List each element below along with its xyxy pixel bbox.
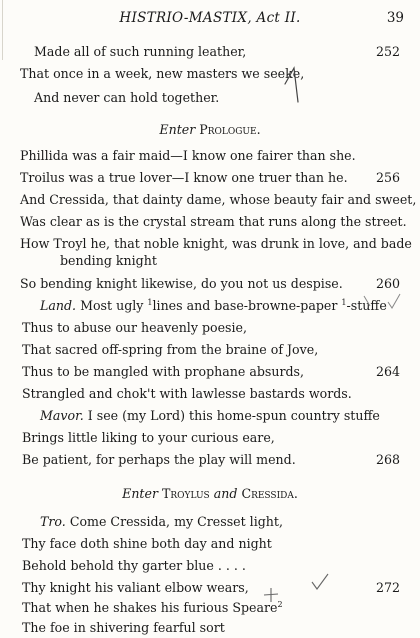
verse-line: That once in a week, new masters we seeke,	[20, 66, 305, 81]
line-number: 260	[375, 276, 400, 291]
verse-line: How Troyl he, that noble knight, was drunk in love, and bade	[20, 236, 412, 251]
verse-line: Thus to be mangled with prophane absurds, 264	[0, 362, 420, 382]
line-number: 272	[375, 580, 400, 595]
verse-line: Strangled and chok't with lawlesse bastards words.	[22, 386, 352, 401]
pencil-check-mark	[310, 572, 330, 592]
verse-line: Thy knight his valiant elbow wears, 272	[0, 578, 420, 598]
verse-line: Be patient, for perhaps the play will mend. 268	[0, 450, 420, 470]
speaker-name: Mavor.	[40, 408, 84, 423]
line-number: 264	[375, 364, 400, 379]
verse-line-continuation: bending knight	[60, 253, 157, 268]
stage-direction: Enter Prologue.	[159, 122, 261, 137]
verse-line: Troilus was a true lover—I know one truer than he. 256	[0, 168, 420, 188]
line-number: 256	[375, 170, 400, 185]
pencil-caret-mark	[282, 64, 306, 104]
verse-line: And never can hold together.	[34, 90, 220, 105]
running-head	[0, 10, 420, 32]
speaker-name: Tro.	[40, 514, 66, 529]
verse-line: Thus to abuse our heavenly poesie,	[22, 320, 247, 335]
pencil-plus-mark	[262, 586, 280, 604]
line-number: 252	[375, 44, 400, 59]
verse-line: Behold behold thy garter blue . . . .	[22, 558, 246, 573]
verse-line: And Cressida, that dainty dame, whose beauty fair and sweet,	[20, 192, 417, 207]
stage-direction: Enter Troylus and Cressida.	[122, 486, 298, 501]
speech-line: Mavor. I see (my Lord) this home-spun country stuffe	[40, 408, 380, 423]
verse-line: Phillida was a fair maid—I know one fairer than she.	[20, 148, 356, 163]
verse-line: Brings little liking to your curious eare,	[22, 430, 275, 445]
running-head-title: HISTRIO-MASTIX, Act II.	[119, 10, 301, 26]
footnote-marker: 1	[147, 297, 153, 307]
verse-line: So bending knight likewise, do you not us despise. 260	[0, 274, 420, 294]
pencil-check-marks	[362, 292, 402, 312]
verse-line: That when he shakes his furious Speare$^2$	[22, 599, 283, 615]
speaker-name: Land.	[40, 298, 77, 313]
verse-line: Made all of such running leather, 252	[0, 42, 420, 62]
speech-line: Tro. Come Cressida, my Cresset light,	[40, 514, 283, 529]
speech-line: Land. Most ugly $^1$lines and base-browne-paper $^1$-stuffe	[40, 297, 387, 313]
page-number: 39	[386, 10, 404, 26]
verse-line: That sacred off-spring from the braine of Jove,	[22, 342, 319, 357]
footnote-marker: 2	[277, 599, 283, 609]
verse-line: The foe in shivering fearful sort	[22, 620, 225, 635]
line-number: 268	[375, 452, 400, 467]
verse-line: Thy face doth shine both day and night	[22, 536, 272, 551]
footnote-marker: 1	[341, 297, 347, 307]
verse-line: Was clear as is the crystal stream that runs along the street.	[20, 214, 407, 229]
